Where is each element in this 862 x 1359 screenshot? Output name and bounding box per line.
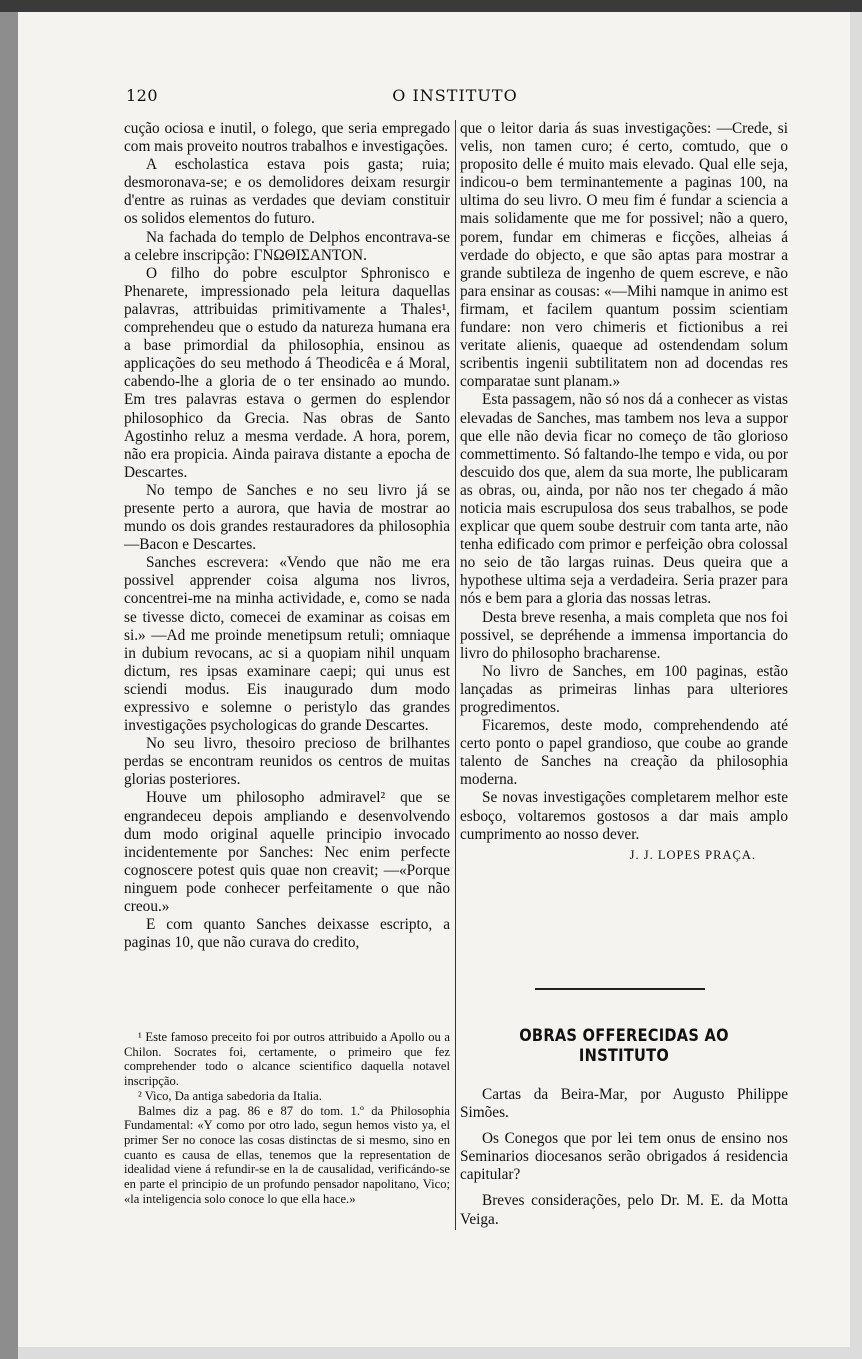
footnotes — [124, 1030, 450, 1206]
offered-item: Cartas da Beira-Mar, por Augusto Philippe Simões. — [460, 1086, 788, 1122]
right-paragraph: Desta breve resenha, a mais completa que nos foi possivel, se depréhende a immensa importancia do livro do philosopho bracharense. — [460, 608, 788, 662]
scan-top-edge — [0, 0, 862, 12]
page-header — [122, 86, 788, 108]
footnote: ¹ Este famoso preceito foi por outros attribuido a Apollo ou a Chilon. Socrates foi, certamente, o primeiro que fez comprehender todo o alcance scientifico daquella notavel inscripção. — [124, 1030, 450, 1089]
left-paragraph: Na fachada do templo de Delphos encontrava-se a celebre inscripção: ΓΝΩΘΙΣΑΝΤΟΝ. — [124, 228, 450, 264]
signature-text: J. J. LOPES PRAÇA. — [629, 847, 756, 862]
offered-item: Breves considerações, pelo Dr. M. E. da Motta Veiga. — [460, 1192, 788, 1228]
right-column — [460, 120, 788, 864]
author-signature — [460, 846, 788, 864]
left-paragraph: No tempo de Sanches e no seu livro já se presente perto a aurora, que havia de mostrar ao mundo os dois grandes restauradores da philosophia—Bacon e Descartes. — [124, 481, 450, 554]
offered-item: Os Conegos que por lei tem onus de ensino nos Seminarios diocesanos serão obrigados á residencia capitular? — [460, 1130, 788, 1184]
left-column — [124, 120, 450, 952]
right-paragraph: Se novas investigações completarem melhor este esboço, voltaremos gostosos a dar mais amplo cumprimento ao nosso dever. — [460, 789, 788, 843]
right-paragraph: No livro de Sanches, em 100 paginas, estão lançadas as primeiras linhas para ulteriores progredimentos. — [460, 662, 788, 716]
section-rule — [535, 988, 705, 990]
scan-binding-edge — [0, 12, 18, 1359]
section-title: OBRAS OFFERECIDAS AO INSTITUTO — [519, 1026, 729, 1066]
left-paragraph: O filho do pobre esculptor Sphronisco e Phenarete, impressionado pela leitura daquellas palavras, attribuidas primitivamente a Thales¹, comprehendeu que o estudo da natureza humana era a base primordial da philosophia, ensinou as applicações do seu methodo á Theodicêa e á Moral, cabendo-lhe a gloria de o ter ensinado ao mundo. Em tres palavras estava o germen do esplendor philosophico da Grecia. Nas obras de Santo Agostinho reluz a mesma verdade. A hora, porem, não era propicia. Ainda pairava distante a epocha de Descartes. — [124, 264, 450, 481]
left-paragraph: Houve um philosopho admiravel² que se engrandeceu depois ampliando e desenvolvendo dum modo original aquelle principio invocado incidentemente por Sanches: Nec enim perfecte cognoscere potest quis quae non creavit; —«Porque ninguem pode conhecer perfeitamente o que não creou.» — [124, 789, 450, 916]
page-number: 120 — [126, 86, 159, 105]
left-paragraph: No seu livro, thesoiro precioso de brilhantes perdas se encontram reunidos os centros de muitas glorias posteriores. — [124, 735, 450, 789]
left-paragraph: E com quanto Sanches deixasse escripto, a paginas 10, que não curava do credito, — [124, 916, 450, 952]
left-paragraph: cução ociosa e inutil, o folego, que seria empregado com mais proveito noutros trabalhos e investigações. — [124, 120, 450, 156]
right-paragraph: Esta passagem, não só nos dá a conhecer as vistas elevadas de Sanches, mas tambem nos leva a suppor que elle não devia ficar no começo de tão glorioso commettimento. Só faltando-lhe tempo e vida, ou por descuido dos que, alem da sua morte, lhe publicaram as obras, ou, ainda, por não nos ter chegado á mão noticia mais escrupulosa dos seus trabalhos, se pode explicar que quem soube destruir com tanta arte, não tenha edificado com primor e perfeição obra colossal no seio de tão largas ruinas. Deus queira que a hypothese ultima seja a verdadeira. Seria prazer para nós e bem para a gloria das nossas letras. — [460, 391, 788, 608]
right-paragraph: Ficaremos, deste modo, comprehendendo até certo ponto o papel grandioso, que coube ao grande talento de Sanches na creação da philosophia moderna. — [460, 717, 788, 789]
column-divider — [455, 120, 456, 1230]
offered-works-list — [460, 1086, 788, 1237]
footnote: Balmes diz a pag. 86 e 87 do tom. 1.º da Philosophia Fundamental: «Y como por otro lado, segun hemos visto ya, el primer Ser no conoce las cosas distinctas de si mesmo, sino en cuanto es causa de ellas, tenemos que la representation de idealidad viene á refundir-se en la de causalidad, verificándo-se en parte el principio de un profundo pensador napolitano, Vico; «la inteligencia solo conoce lo que ella hace.» — [124, 1103, 450, 1206]
running-title: O INSTITUTO — [392, 86, 518, 105]
left-paragraph: Sanches escrevera: «Vendo que não me era possivel apprender coisa alguma nos livros, concentrei-me na minha actividade, e, como se nada se tivesse dicto, comecei de examinar as coisas em si.» —Ad me proinde menetipsum retuli; omniaque in dubium revocans, ac si a quopiam nihil unquam dictum, res ipsas examinare caepi; qui unus est sciendi modus. Eis inaugurado dum modo expressivo e solemne o peristylo das grandes investigações psychologicas do grande Descartes. — [124, 554, 450, 735]
left-paragraph: A escholastica estava pois gasta; ruia; desmoronava-se; e os demolidores deixam resurgir d'entre as ruinas as verdades que deviam constituir os solidos elementos do futuro. — [124, 156, 450, 228]
right-paragraph: que o leitor daria ás suas investigações: —Crede, si velis, non tamen curo; é certo, comtudo, que o proposito delle é muito mais elevado. Qual elle seja, indicou-o bem terminantemente a paginas 100, na ultima do seu livro. O meu fim é fundar a sciencia a mais solidamente que me for possivel; não a quero, porem, fundar em chimeras e ficções, alheias á verdade do objecto, e que são aptas para mostrar a grande subtileza de ingenho de quem escreve, e não para ensinar as cousas: «—Mihi namque in animo est firmam, et facilem quantum possim scientiam fundare: non vero chimeris et fictionibus a rei veritate alienis, quaeque ad ostendendam solum scribentis ingenii subtilitatem non ad docendas res comparatae sunt planam.» — [460, 120, 788, 391]
footnote: ² Vico, Da antiga sabedoria da Italia. — [138, 1088, 322, 1103]
